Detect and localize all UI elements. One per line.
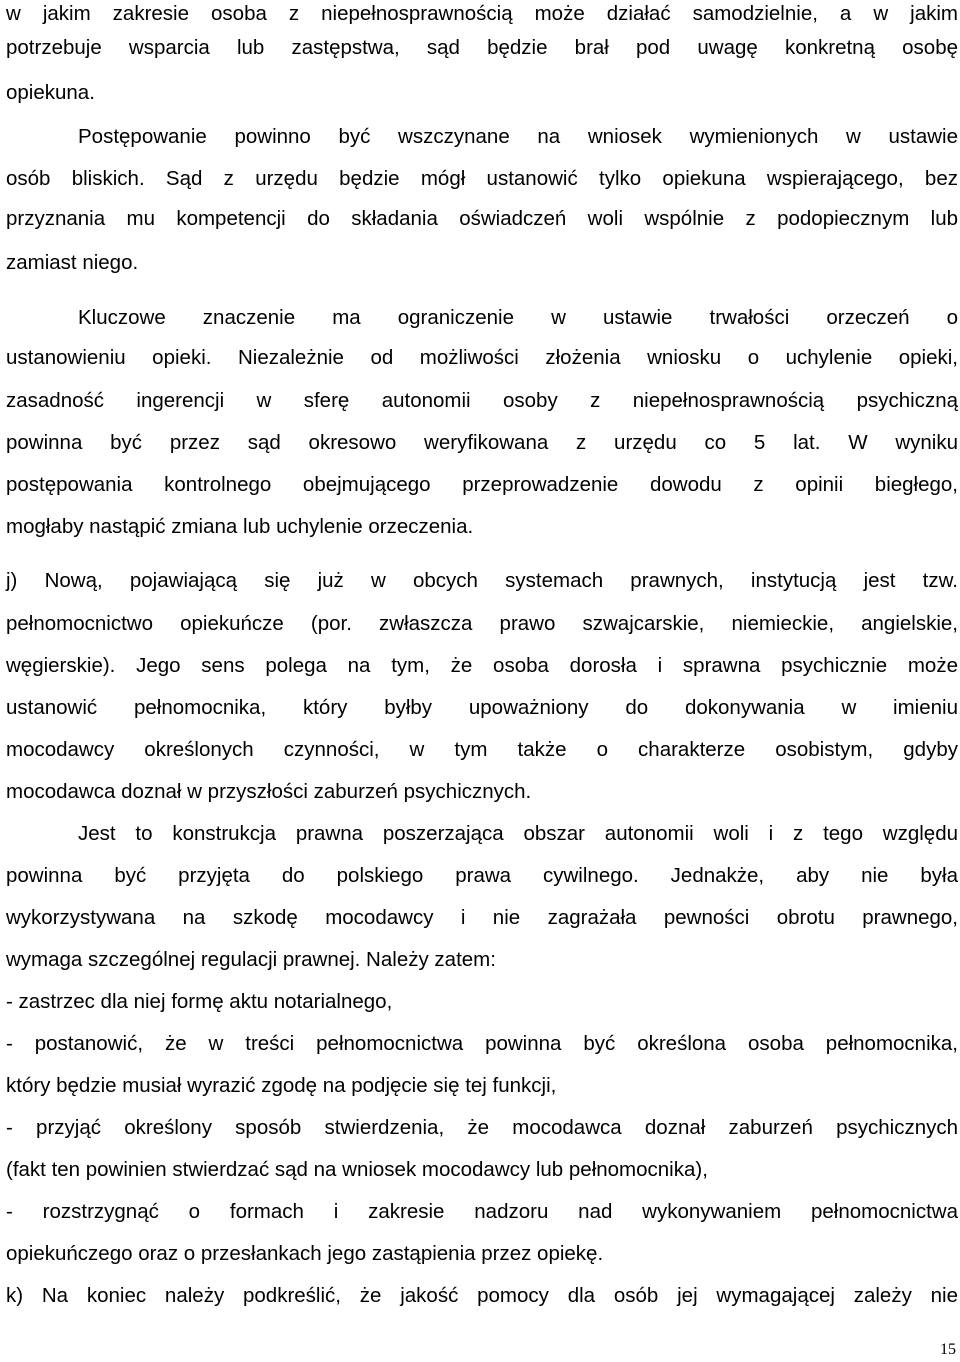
text-line: mocodawcy określonych czynności, w tym także o charakterze osobistym, gdyby bbox=[6, 738, 958, 761]
text-line: który będzie musiał wyrazić zgodę na podjęcie się tej funkcji, bbox=[6, 1074, 557, 1097]
text-line: - postanowić, że w treści pełnomocnictwa powinna być określona osoba pełnomocnika, bbox=[6, 1032, 958, 1055]
text-line: zamiast niego. bbox=[6, 251, 139, 274]
text-line: wymaga szczególnej regulacji prawnej. Należy zatem: bbox=[6, 948, 496, 971]
text-line: potrzebuje wsparcia lub zastępstwa, sąd będzie brał pod uwagę konkretną osobę bbox=[6, 36, 958, 59]
text-line: pełnomocnictwo opiekuńcze (por. zwłaszcza prawo szwajcarskie, niemieckie, angielskie, bbox=[6, 612, 958, 635]
text-line: powinna być przyjęta do polskiego prawa cywilnego. Jednakże, aby nie była bbox=[6, 864, 958, 887]
text-line: - przyjąć określony sposób stwierdzenia, że mocodawca doznał zaburzeń psychicznych bbox=[6, 1116, 958, 1139]
text-line: ustanowić pełnomocnika, który byłby upoważniony do dokonywania w imieniu bbox=[6, 696, 958, 719]
text-line: mogłaby nastąpić zmiana lub uchylenie orzeczenia. bbox=[6, 515, 474, 538]
text-line: mocodawca doznał w przyszłości zaburzeń psychicznych. bbox=[6, 780, 532, 803]
text-line: k) Na koniec należy podkreślić, że jakość pomocy dla osób jej wymagającej zależy nie bbox=[6, 1284, 958, 1307]
text-line: powinna być przez sąd okresowo weryfikowana z urzędu co 5 lat. W wyniku bbox=[6, 431, 958, 454]
page-number: 15 bbox=[940, 1341, 956, 1358]
text-line: opiekuńczego oraz o przesłankach jego zastąpienia przez opiekę. bbox=[6, 1242, 604, 1265]
text-line: Jest to konstrukcja prawna poszerzająca obszar autonomii woli i z tego względu bbox=[78, 822, 958, 845]
text-line: w jakim zakresie osoba z niepełnosprawnością może działać samodzielnie, a w jakim bbox=[6, 2, 958, 25]
text-line: zasadność ingerencji w sferę autonomii osoby z niepełnosprawnością psychiczną bbox=[6, 389, 958, 412]
text-line: Postępowanie powinno być wszczynane na wniosek wymienionych w ustawie bbox=[78, 125, 958, 148]
text-line: - zastrzec dla niej formę aktu notarialnego, bbox=[6, 990, 393, 1013]
text-line: (fakt ten powinien stwierdzać sąd na wniosek mocodawcy lub pełnomocnika), bbox=[6, 1158, 708, 1181]
text-line: ustanowieniu opieki. Niezależnie od możliwości złożenia wniosku o uchylenie opieki, bbox=[6, 346, 958, 369]
text-line: przyznania mu kompetencji do składania oświadczeń woli wspólnie z podopiecznym lub bbox=[6, 207, 958, 230]
text-line: - rozstrzygnąć o formach i zakresie nadzoru nad wykonywaniem pełnomocnictwa bbox=[6, 1200, 958, 1223]
text-line: postępowania kontrolnego obejmującego przeprowadzenie dowodu z opinii biegłego, bbox=[6, 473, 958, 496]
text-line: opiekuna. bbox=[6, 81, 95, 104]
text-line: Kluczowe znaczenie ma ograniczenie w ustawie trwałości orzeczeń o bbox=[78, 306, 958, 329]
text-line: wykorzystywana na szkodę mocodawcy i nie zagrażała pewności obrotu prawnego, bbox=[6, 906, 958, 929]
text-line: j) Nową, pojawiającą się już w obcych systemach prawnych, instytucją jest tzw. bbox=[6, 569, 958, 592]
text-line: węgierskie). Jego sens polega na tym, że osoba dorosła i sprawna psychicznie może bbox=[6, 654, 958, 677]
text-line: osób bliskich. Sąd z urzędu będzie mógł ustanowić tylko opiekuna wspierającego, bez bbox=[6, 167, 958, 190]
